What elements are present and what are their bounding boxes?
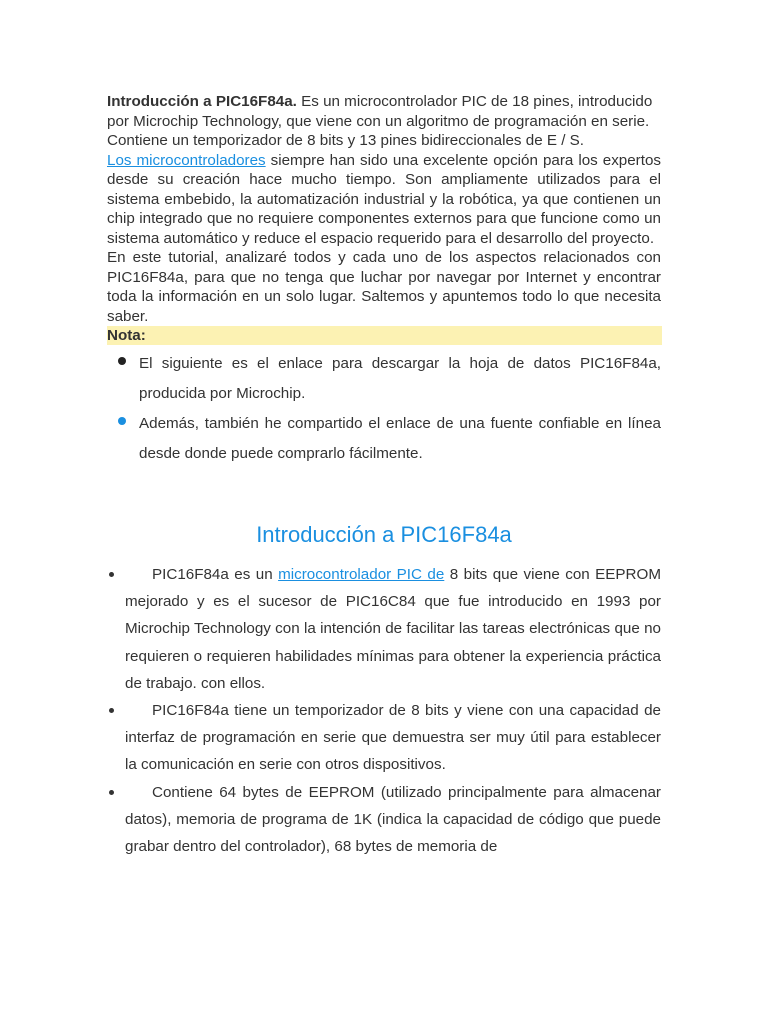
- bullet-dot-icon: [118, 357, 126, 365]
- intro-paragraph-3: [107, 248, 661, 326]
- bullet-dot-icon: [109, 790, 114, 795]
- bullet-dot-icon: [118, 417, 126, 425]
- intro-paragraph-3-text: En este tutorial, analizaré todos y cada uno de los aspectos relacionados con PIC16F84a, para que no tenga que luchar por navegar por Internet y encontrar toda la información en un solo lugar. Saltemos y apuntemos todo lo que necesita saber.: [107, 249, 661, 325]
- section-item-2: [125, 697, 661, 779]
- section-item-3: [125, 779, 661, 861]
- note-item-datasheet: [107, 349, 661, 409]
- section-list: [125, 561, 661, 860]
- intro-heading-inline: Introducción a PIC16F84a.: [107, 93, 297, 110]
- intro-paragraph-2-text: siempre han sido una excelente opción para los expertos desde su creación hace mucho tiempo. Son ampliamente utilizados para el sistema embebido, la automatización industrial y la robótica, ya que contienen un chip integrado que no requiere componentes externos para que funcione como un sistema automático y reduce el espacio requerido para el desarrollo del proyecto.: [107, 151, 661, 247]
- intro-paragraph-1: [107, 92, 661, 151]
- section-item-1-before: PIC16F84a es un: [152, 566, 279, 583]
- section-item-3-text: Contiene 64 bytes de EEPROM (utilizado principalmente para almacenar datos), memoria de programa de 1K (indica la capacidad de código que puede grabar dentro del controlador), 68 bytes de memoria de: [125, 783, 661, 856]
- section-item-2-text: PIC16F84a tiene un temporizador de 8 bits y viene con una capacidad de interfaz de programación en serie que demuestra ser muy útil para establecer la comunicación en serie con otros dispositivos.: [125, 702, 661, 774]
- note-item-text: El siguiente es el enlace para descargar la hoja de datos PIC16F84a, producida por Microchip.: [139, 355, 661, 402]
- bullet-dot-icon: [109, 708, 114, 713]
- note-list: [107, 349, 661, 469]
- section-item-1-after: 8 bits que viene con EEPROM mejorado y es el sucesor de PIC16C84 que fue introducido en 1993 por Microchip Technology con la intención de facilitar las tareas electrónicas que no requieren o requieren habilidades mínimas para obtener la experiencia práctica de trabajo. con ellos.: [125, 566, 661, 692]
- intro-paragraph-2: [107, 151, 661, 249]
- intro-paragraph-1-text: Es un microcontrolador PIC de 18 pines, introducido por Microchip Technology, que viene con un algoritmo de programación en serie. Contiene un temporizador de 8 bits y 13 pines bidireccionales de E / S.: [107, 93, 653, 149]
- intro-block: [107, 92, 661, 326]
- bullet-dot-icon: [109, 572, 114, 577]
- note-label: Nota:: [107, 326, 662, 345]
- note-item-purchase: [107, 409, 661, 469]
- document-page: [107, 92, 661, 860]
- section-item-1: [125, 561, 661, 697]
- microcontroladores-link[interactable]: Los microcontroladores: [107, 151, 266, 169]
- section-title: Introducción a PIC16F84a: [256, 522, 512, 547]
- note-item-text: Además, también he compartido el enlace de una fuente confiable en línea desde donde puede comprarlo fácilmente.: [139, 415, 661, 462]
- microcontrolador-pic-link[interactable]: microcontrolador PIC de: [278, 566, 445, 583]
